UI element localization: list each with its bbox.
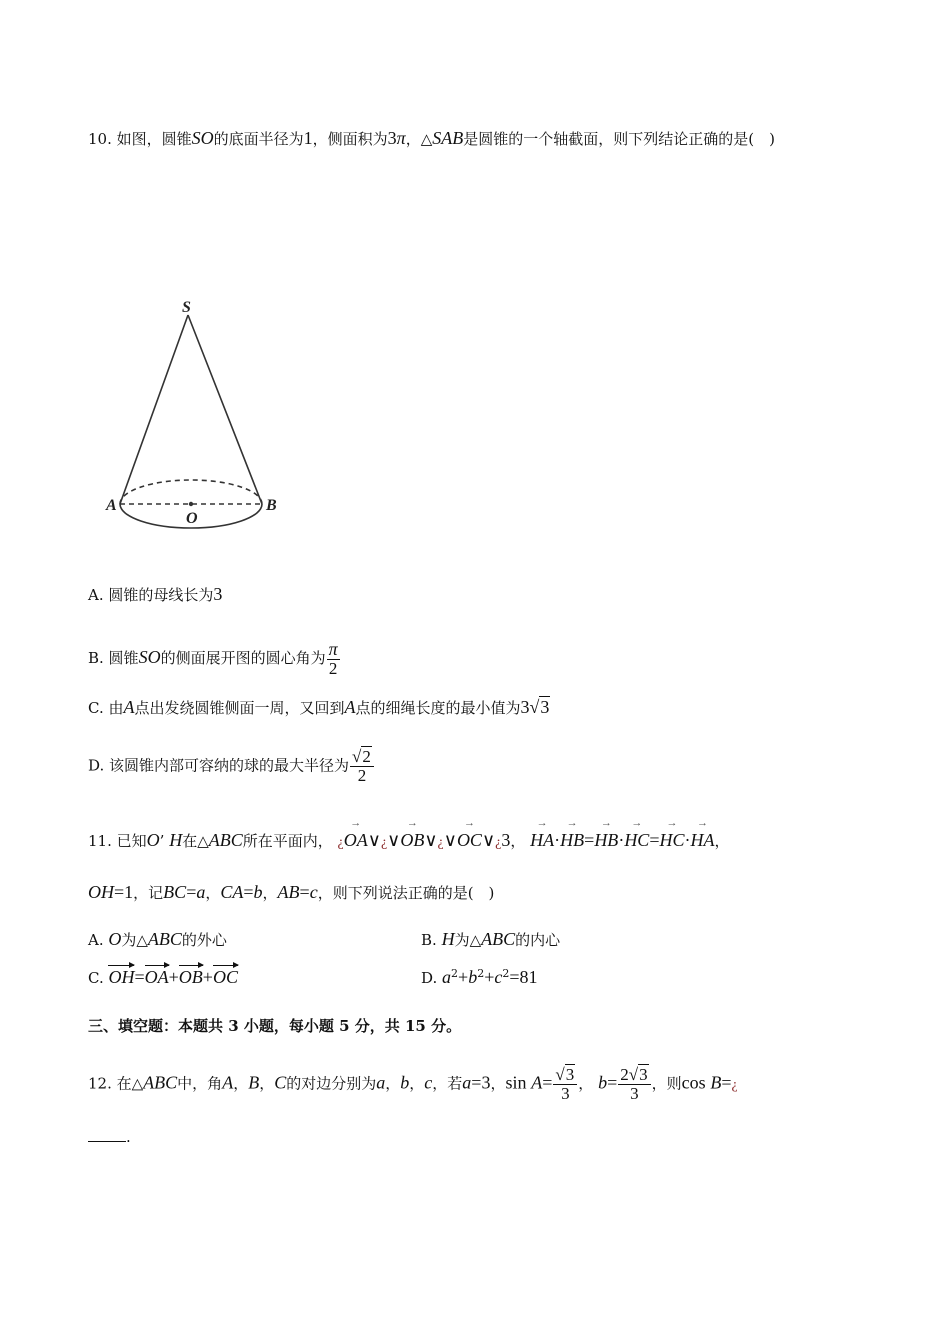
q11-stem-line1: 11. 已知O’ H在△ABC所在平面内， ¿→ OA∨¿∨→ OB∨¿∨→ OC∨¿3， → HA·→ HB=→ HB·→ HC=→ HC·→ HA， bbox=[88, 830, 730, 852]
q11-option-a: A. O为△ABC的外心 bbox=[88, 929, 227, 949]
cone-edge-right bbox=[188, 315, 262, 504]
dot-product-condition: → HA·→ HB=→ HB·→ HC=→ HC·→ HA， bbox=[530, 832, 729, 850]
q11-stem-line2: OH=1，记BC=a，CA=b，AB=c，则下列说法正确的是( ) bbox=[88, 882, 495, 902]
q11-option-d: D. $a^2+b^2+c^2=81$ bbox=[421, 967, 538, 987]
q10-stem: 10. 如图，圆锥SO的底面半径为1，侧面积为3π，△SAB是圆锥的一个轴截面，则下列结论正确的是( ) bbox=[88, 128, 775, 148]
label-A: A bbox=[106, 497, 117, 514]
q11-option-b: B. H为△ABC的内心 bbox=[421, 929, 561, 949]
cone-figure bbox=[100, 290, 320, 540]
fraction-sqrt2-over-2: $\frac{√2}{2}$ bbox=[350, 748, 374, 785]
fraction-pi-over-2: $\frac{\pi}{2}$ bbox=[328, 639, 338, 678]
garbled-vector-condition: ¿→ OA∨¿∨→ OB∨¿∨→ OC∨¿3， bbox=[338, 832, 526, 850]
cone-center-point bbox=[189, 502, 193, 506]
q10-option-d: D. 该圆锥内部可容纳的球的最大半径为 $\frac{√2}{2}$ bbox=[88, 748, 375, 785]
label-B: B bbox=[266, 497, 277, 514]
sqrt-3: √3 bbox=[529, 697, 550, 717]
section-3-heading: 三、填空题：本题共 3 小题，每小题 5 分，共 15 分。 bbox=[88, 1017, 462, 1035]
cone-edge-left bbox=[120, 315, 188, 504]
q11-option-c: C. OH=OA+OB+OC bbox=[88, 967, 238, 987]
q10-option-a: A. 圆锥的母线长为3 bbox=[88, 584, 223, 604]
fraction-2sqrt3-over-3: $\frac{2√3}{3}$ bbox=[618, 1066, 650, 1103]
q12-stem: 12. 在△ABC中，角A，B，C的对边分别为a，b，c，若a=3，sin A= $\frac{√3}{3}$ ， b= $\frac{2√3}{3}$ ，则cos B=¿ bbox=[88, 1065, 738, 1103]
cone-base-back bbox=[120, 480, 262, 504]
label-O: O bbox=[186, 510, 198, 527]
q10-option-c: C. 由A点出发绕圆锥侧面一周，又回到A点的细绳长度的最小值为3√3 bbox=[88, 697, 550, 717]
fraction-sqrt3-over-3: $\frac{√3}{3}$ bbox=[553, 1066, 577, 1103]
q10-option-b: B. 圆锥SO的侧面展开图的圆心角为 $\frac{\pi}{2}$ bbox=[88, 639, 338, 678]
label-S: S bbox=[182, 299, 191, 316]
q12-answer-blank[interactable]: . bbox=[88, 1128, 131, 1146]
